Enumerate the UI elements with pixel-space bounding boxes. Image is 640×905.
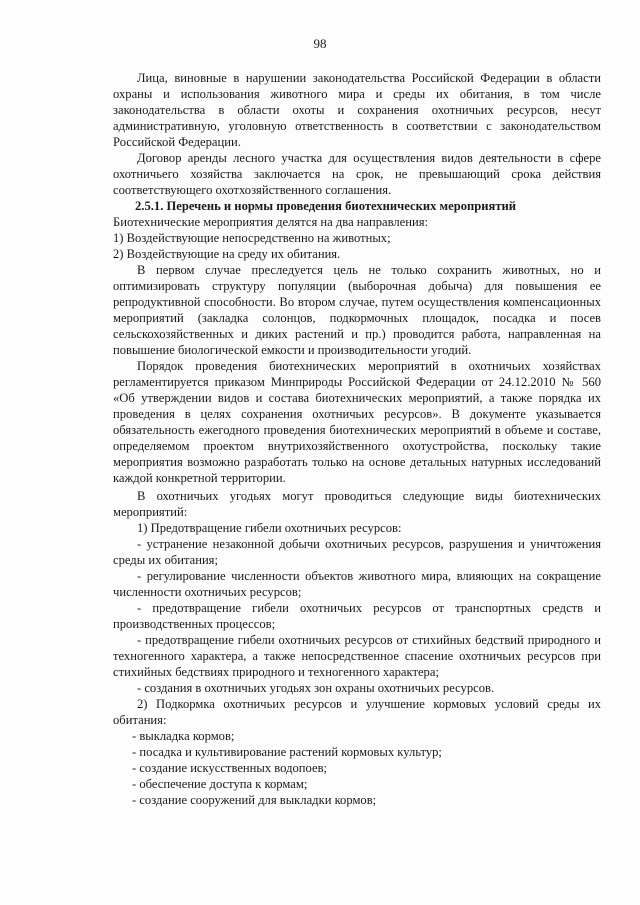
list-item: - посадка и культивирование растений кормовых культур; <box>132 745 442 759</box>
paragraph-lease-agreement: Договор аренды лесного участка для осуществления видов деятельности в сфере охотничьего хозяйства заключается на срок, не превышающий срока действия соответствующего охотхозяйственного соглашения. <box>113 151 601 197</box>
list-item-direction-1: 1) Воздействующие непосредственно на животных; <box>113 231 391 245</box>
list-item: - предотвращение гибели охотничьих ресурсов от стихийных бедствий природного и техногенного характера, а также непосредственное спасение охотничьих ресурсов при стихийных бедствиях природного и техногенного характера; <box>113 633 601 679</box>
page-number: 98 <box>313 36 327 51</box>
paragraph-liability: Лица, виновные в нарушении законодательства Российской Федерации в области охраны и использования животного мира и среды их обитания, в том числе законодательства в области охоты и сохранения охотничьих ресурсов, несут административную, уголовную ответственность в соответствии с законодательством Российской Федерации. <box>113 71 601 149</box>
paragraph-directions-intro: Биотехнические мероприятия делятся на два направления: <box>113 215 429 229</box>
section-heading: 2.5.1. Перечень и нормы проведения биотехнических мероприятий <box>135 199 517 213</box>
list-item: - регулирование численности объектов животного мира, влияющих на сокращение численности охотничьих ресурсов; <box>113 569 601 599</box>
list-item: - предотвращение гибели охотничьих ресурсов от транспортных средств и производственных процессов; <box>113 601 601 631</box>
list-item: - обеспечение доступа к кормам; <box>132 777 308 791</box>
list-item: - создания в охотничьих угодьях зон охраны охотничьих ресурсов. <box>137 681 495 695</box>
list-heading-feeding: 2) Подкормка охотничьих ресурсов и улучшение кормовых условий среды их обитания: <box>113 697 601 727</box>
list-item: - устранение незаконной добычи охотничьих ресурсов, разрушения и уничтожения среды их обитания; <box>113 537 601 567</box>
list-item: - выкладка кормов; <box>132 729 235 743</box>
paragraph-first-case: В первом случае преследуется цель не только сохранить животных, но и оптимизировать структуру популяции (выборочная добыча) для повышения ее репродуктивной способности. Во втором случае, путем осуществления компенсационных мероприятий (закладка солонцов, подкормочных площадок, посадка и посев сельскохозяйственных и диких растений и пр.) проводится работа, направленная на повышение биологической емкости и производительности угодий. <box>113 263 601 357</box>
paragraph-order: Порядок проведения биотехнических мероприятий в охотничьих хозяйствах регламентируется приказом Минприроды Российской Федерации от 24.12.2010 № 560 «Об утверждении видов и состава биотехнических мероприятий, а также порядка их проведения в целях сохранения охотничьих ресурсов». В документе указывается обязательность ежегодного проведения биотехнических мероприятий в объеме и составе, определяемом проектом внутрихозяйственного охотустройства, поскольку такие мероприятия возможно разработать только на основе детальных натурных исследований каждой конкретной территории. <box>113 359 601 485</box>
list-item: - создание сооружений для выкладки кормов; <box>132 793 377 807</box>
list-heading-prevention: 1) Предотвращение гибели охотничьих ресурсов: <box>137 521 402 535</box>
document-body <box>113 70 601 808</box>
list-item-direction-2: 2) Воздействующие на среду их обитания. <box>113 247 341 261</box>
paragraph-types-intro: В охотничьих угодьях могут проводиться следующие виды биотехнических мероприятий: <box>113 489 601 519</box>
list-item: - создание искусственных водопоев; <box>132 761 328 775</box>
